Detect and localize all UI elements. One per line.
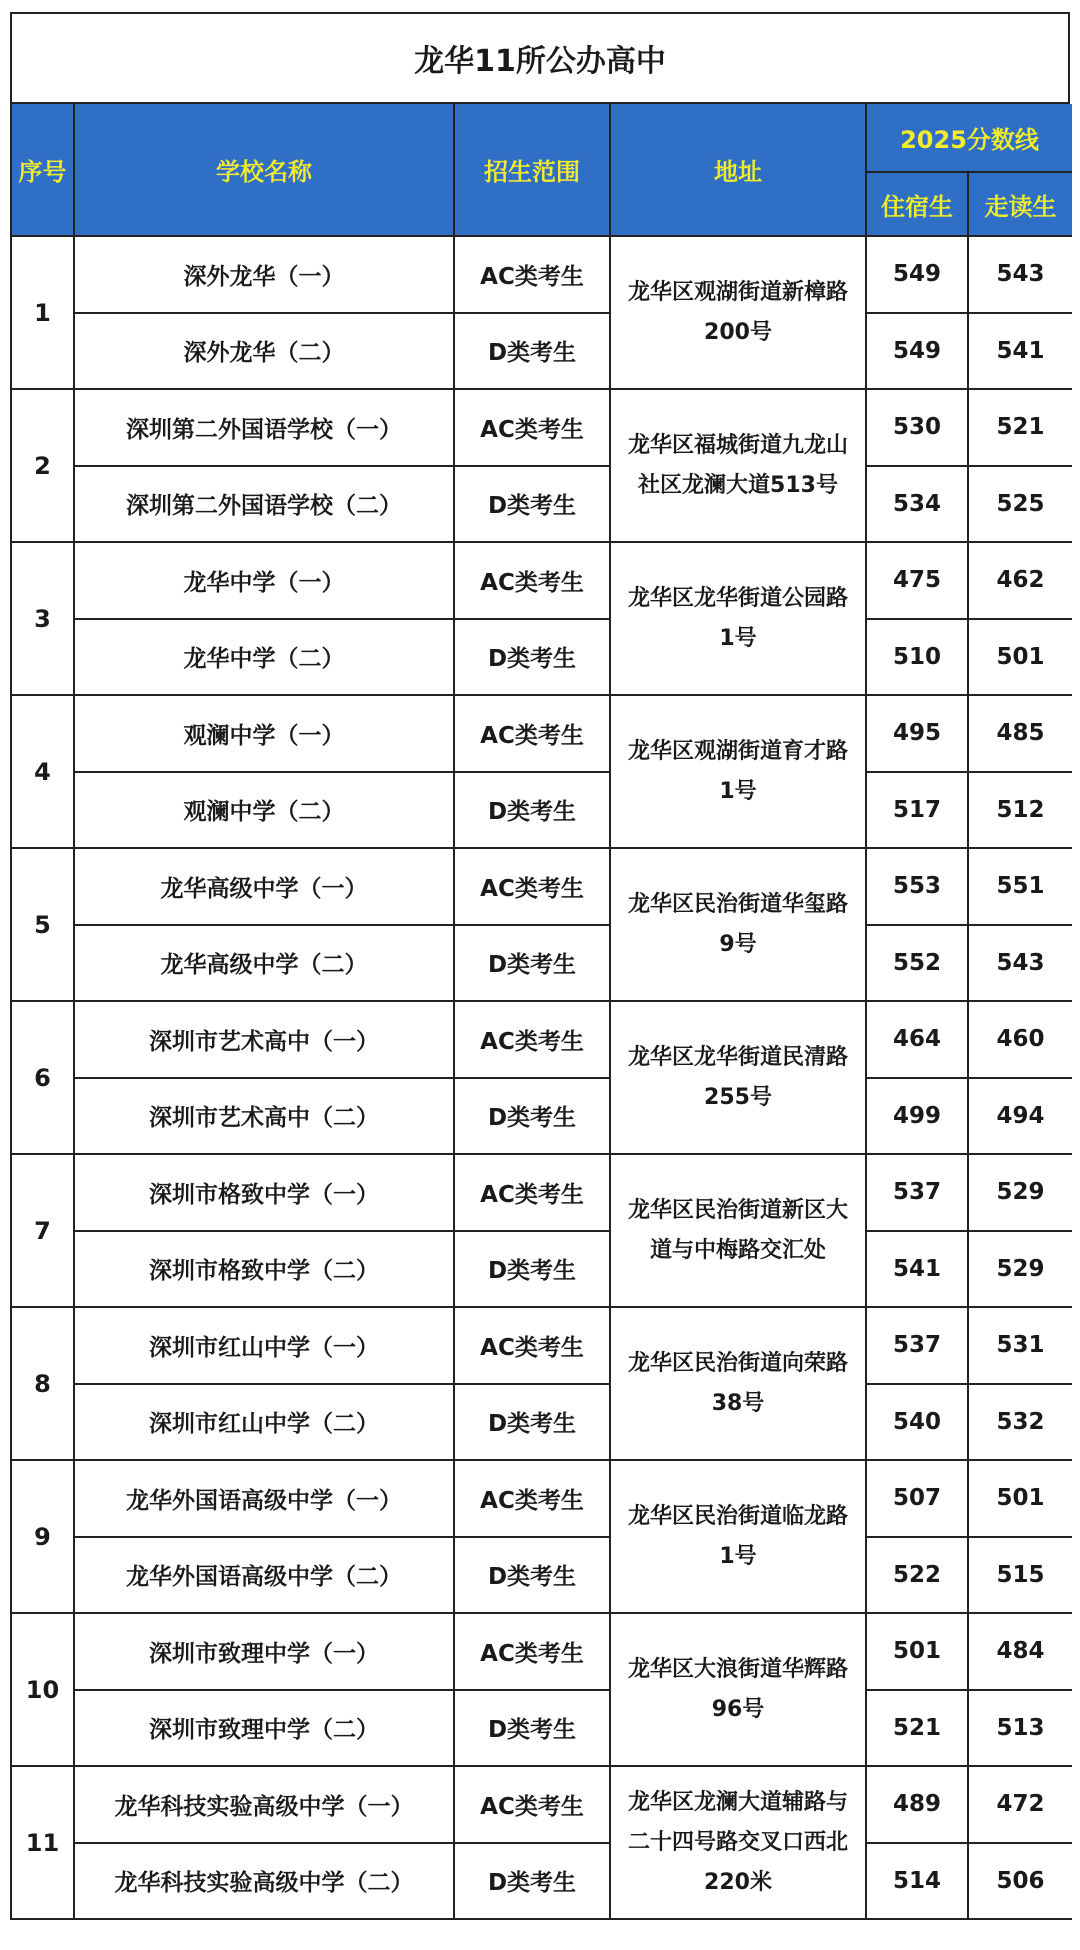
school-name: 龙华中学（一） — [74, 542, 454, 619]
header-address: 地址 — [610, 104, 866, 236]
table-row — [12, 1690, 1072, 1767]
school-name: 龙华科技实验高级中学（一） — [74, 1766, 454, 1843]
day-student-score: 462 — [968, 542, 1072, 619]
table-body — [12, 236, 1072, 1919]
boarding-score: 521 — [866, 1690, 968, 1767]
boarding-score: 517 — [866, 772, 968, 849]
school-address: 龙华区福城街道九龙山社区龙澜大道513号 — [610, 389, 866, 542]
header-day-student: 走读生 — [968, 172, 1072, 236]
day-student-score: 543 — [968, 925, 1072, 1002]
school-address: 龙华区民治街道向荣路38号 — [610, 1307, 866, 1460]
enrollment-scope: AC类考生 — [454, 542, 610, 619]
school-address: 龙华区龙华街道公园路1号 — [610, 542, 866, 695]
boarding-score: 537 — [866, 1307, 968, 1384]
day-student-score: 551 — [968, 848, 1072, 925]
school-name: 龙华外国语高级中学（一） — [74, 1460, 454, 1537]
school-name: 龙华高级中学（二） — [74, 925, 454, 1002]
boarding-score: 464 — [866, 1001, 968, 1078]
school-name: 深圳第二外国语学校（一） — [74, 389, 454, 466]
day-student-score: 460 — [968, 1001, 1072, 1078]
table-row — [12, 1460, 1072, 1537]
header-school-name: 学校名称 — [74, 104, 454, 236]
enrollment-scope: D类考生 — [454, 466, 610, 543]
row-index: 1 — [12, 236, 74, 389]
enrollment-scope: AC类考生 — [454, 1001, 610, 1078]
table-row — [12, 236, 1072, 313]
table-row — [12, 1231, 1072, 1308]
school-name: 深圳市格致中学（一） — [74, 1154, 454, 1231]
day-student-score: 501 — [968, 1460, 1072, 1537]
school-address: 龙华区龙华街道民清路255号 — [610, 1001, 866, 1154]
row-index: 4 — [12, 695, 74, 848]
boarding-score: 507 — [866, 1460, 968, 1537]
header-score-line-2025: 2025分数线 — [866, 104, 1072, 172]
enrollment-scope: D类考生 — [454, 619, 610, 696]
day-student-score: 512 — [968, 772, 1072, 849]
school-address: 龙华区民治街道华玺路9号 — [610, 848, 866, 1001]
table-row — [12, 619, 1072, 696]
day-student-score: 541 — [968, 313, 1072, 390]
school-name: 深圳市艺术高中（一） — [74, 1001, 454, 1078]
school-name: 观澜中学（二） — [74, 772, 454, 849]
enrollment-scope: AC类考生 — [454, 695, 610, 772]
school-name: 深圳市致理中学（一） — [74, 1613, 454, 1690]
school-name: 深外龙华（一） — [74, 236, 454, 313]
table-row — [12, 1078, 1072, 1155]
header-enrollment-scope: 招生范围 — [454, 104, 610, 236]
enrollment-scope: D类考生 — [454, 925, 610, 1002]
table-row — [12, 542, 1072, 619]
day-student-score: 543 — [968, 236, 1072, 313]
row-index: 9 — [12, 1460, 74, 1613]
day-student-score: 529 — [968, 1231, 1072, 1308]
table-row — [12, 1843, 1072, 1920]
boarding-score: 540 — [866, 1384, 968, 1461]
boarding-score: 510 — [866, 619, 968, 696]
day-student-score: 529 — [968, 1154, 1072, 1231]
school-name: 深圳市格致中学（二） — [74, 1231, 454, 1308]
row-index: 10 — [12, 1613, 74, 1766]
row-index: 2 — [12, 389, 74, 542]
boarding-score: 514 — [866, 1843, 968, 1920]
day-student-score: 501 — [968, 619, 1072, 696]
boarding-score: 522 — [866, 1537, 968, 1614]
admission-table-sheet — [10, 12, 1070, 1920]
enrollment-scope: D类考生 — [454, 1843, 610, 1920]
day-student-score: 515 — [968, 1537, 1072, 1614]
enrollment-scope: D类考生 — [454, 1384, 610, 1461]
table-row — [12, 1537, 1072, 1614]
school-name: 龙华高级中学（一） — [74, 848, 454, 925]
school-name: 龙华科技实验高级中学（二） — [74, 1843, 454, 1920]
table-row — [12, 925, 1072, 1002]
enrollment-scope: AC类考生 — [454, 848, 610, 925]
enrollment-scope: D类考生 — [454, 313, 610, 390]
school-address: 龙华区民治街道临龙路1号 — [610, 1460, 866, 1613]
table-row — [12, 1001, 1072, 1078]
table-row — [12, 772, 1072, 849]
day-student-score: 494 — [968, 1078, 1072, 1155]
boarding-score: 499 — [866, 1078, 968, 1155]
enrollment-scope: AC类考生 — [454, 389, 610, 466]
boarding-score: 549 — [866, 313, 968, 390]
school-name: 观澜中学（一） — [74, 695, 454, 772]
score-table — [12, 104, 1072, 1920]
row-index: 5 — [12, 848, 74, 1001]
table-row — [12, 1613, 1072, 1690]
boarding-score: 537 — [866, 1154, 968, 1231]
row-index: 3 — [12, 542, 74, 695]
enrollment-scope: D类考生 — [454, 772, 610, 849]
header-boarding: 住宿生 — [866, 172, 968, 236]
boarding-score: 553 — [866, 848, 968, 925]
row-index: 6 — [12, 1001, 74, 1154]
boarding-score: 552 — [866, 925, 968, 1002]
day-student-score: 484 — [968, 1613, 1072, 1690]
day-student-score: 531 — [968, 1307, 1072, 1384]
school-name: 龙华中学（二） — [74, 619, 454, 696]
table-row — [12, 848, 1072, 925]
enrollment-scope: AC类考生 — [454, 1154, 610, 1231]
table-row — [12, 1384, 1072, 1461]
boarding-score: 489 — [866, 1766, 968, 1843]
enrollment-scope: D类考生 — [454, 1537, 610, 1614]
school-name: 龙华外国语高级中学（二） — [74, 1537, 454, 1614]
table-row — [12, 466, 1072, 543]
school-address: 龙华区观湖街道新樟路200号 — [610, 236, 866, 389]
enrollment-scope: D类考生 — [454, 1078, 610, 1155]
enrollment-scope: AC类考生 — [454, 1613, 610, 1690]
boarding-score: 541 — [866, 1231, 968, 1308]
school-name: 深外龙华（二） — [74, 313, 454, 390]
school-address: 龙华区龙澜大道辅路与二十四号路交叉口西北220米 — [610, 1766, 866, 1919]
boarding-score: 495 — [866, 695, 968, 772]
school-name: 深圳市艺术高中（二） — [74, 1078, 454, 1155]
school-address: 龙华区大浪街道华辉路96号 — [610, 1613, 866, 1766]
school-name: 深圳第二外国语学校（二） — [74, 466, 454, 543]
enrollment-scope: AC类考生 — [454, 1460, 610, 1537]
row-index: 7 — [12, 1154, 74, 1307]
enrollment-scope: AC类考生 — [454, 1766, 610, 1843]
enrollment-scope: AC类考生 — [454, 1307, 610, 1384]
table-row — [12, 695, 1072, 772]
boarding-score: 475 — [866, 542, 968, 619]
boarding-score: 549 — [866, 236, 968, 313]
row-index: 11 — [12, 1766, 74, 1919]
school-address: 龙华区观湖街道育才路1号 — [610, 695, 866, 848]
day-student-score: 485 — [968, 695, 1072, 772]
school-address: 龙华区民治街道新区大道与中梅路交汇处 — [610, 1154, 866, 1307]
boarding-score: 530 — [866, 389, 968, 466]
school-name: 深圳市红山中学（二） — [74, 1384, 454, 1461]
table-row — [12, 1154, 1072, 1231]
header-index: 序号 — [12, 104, 74, 236]
day-student-score: 506 — [968, 1843, 1072, 1920]
day-student-score: 525 — [968, 466, 1072, 543]
day-student-score: 513 — [968, 1690, 1072, 1767]
table-row — [12, 389, 1072, 466]
enrollment-scope: D类考生 — [454, 1231, 610, 1308]
school-name: 深圳市致理中学（二） — [74, 1690, 454, 1767]
table-row — [12, 313, 1072, 390]
boarding-score: 501 — [866, 1613, 968, 1690]
enrollment-scope: D类考生 — [454, 1690, 610, 1767]
enrollment-scope: AC类考生 — [454, 236, 610, 313]
day-student-score: 521 — [968, 389, 1072, 466]
school-name: 深圳市红山中学（一） — [74, 1307, 454, 1384]
day-student-score: 472 — [968, 1766, 1072, 1843]
table-row — [12, 1766, 1072, 1843]
boarding-score: 534 — [866, 466, 968, 543]
table-title: 龙华11所公办高中 — [12, 14, 1068, 104]
row-index: 8 — [12, 1307, 74, 1460]
day-student-score: 532 — [968, 1384, 1072, 1461]
table-row — [12, 1307, 1072, 1384]
